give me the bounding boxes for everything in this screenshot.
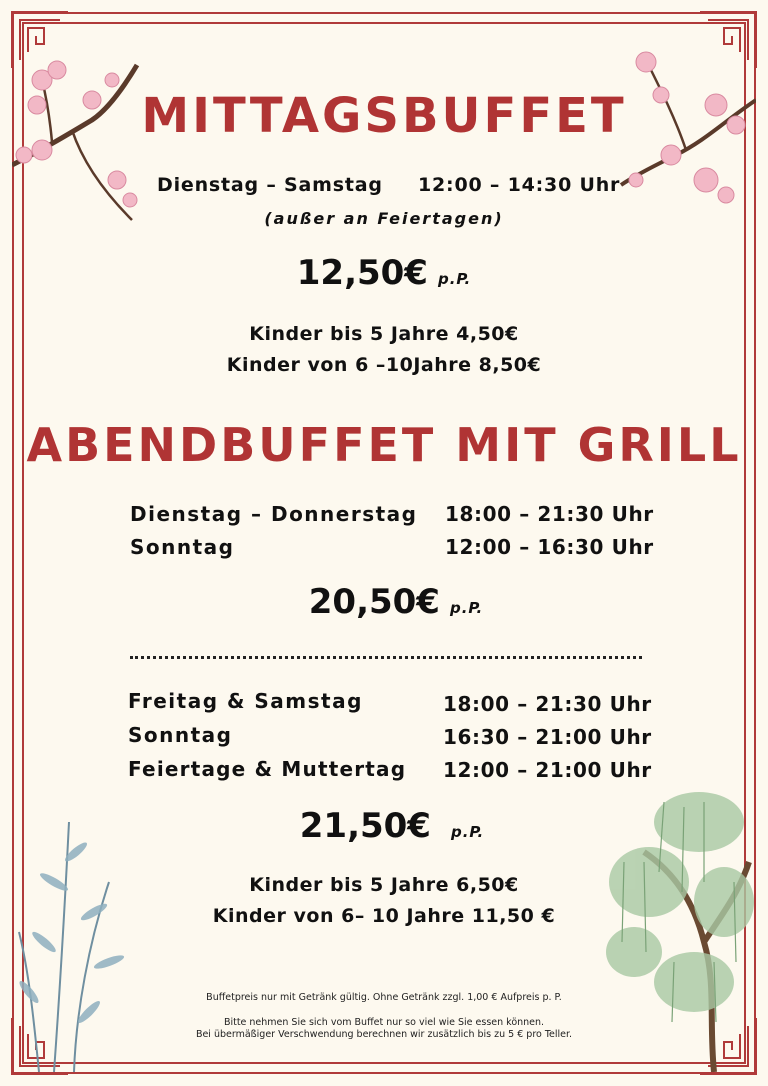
lunch-hours: 12:00 – 14:30 Uhr (418, 174, 621, 196)
waste-note-1: Bitte nehmen Sie sich vom Buffet nur so viel wie Sie essen können. (223, 1017, 545, 1028)
dinner-title: ABENDBUFFET MIT GRILL (26, 418, 742, 472)
dinner-per-person-2: p.P. (450, 823, 485, 841)
lunch-kids-2: Kinder von 6 –10Jahre 8,50€ (226, 354, 542, 376)
dinner-kids-2: Kinder von 6– 10 Jahre 11,50 € (212, 905, 556, 927)
dinner-hours-3: 18:00 – 21:30 Uhr (443, 692, 652, 716)
dinner-hours-5: 12:00 – 21:00 Uhr (443, 758, 652, 782)
lunch-days: Dienstag – Samstag (157, 174, 383, 196)
dinner-kids-1: Kinder bis 5 Jahre 6,50€ (249, 874, 519, 896)
dinner-days-2: Sonntag (130, 535, 235, 559)
lunch-price-value: 12,50€ (296, 253, 428, 293)
lunch-title: MITTAGSBUFFET (141, 88, 627, 144)
dinner-days-3: Freitag & Samstag (128, 689, 363, 713)
dotted-divider (130, 656, 642, 659)
dinner-price-2-value: 21,50€ (299, 806, 431, 846)
dinner-hours-4: 16:30 – 21:00 Uhr (443, 725, 652, 749)
dinner-price-2 (8, 806, 768, 846)
dinner-hours-1: 18:00 – 21:30 Uhr (445, 502, 654, 526)
waste-note-2: Bei übermäßiger Verschwendung berechnen wir zusätzlich bis zu 5 € pro Teller. (195, 1029, 573, 1040)
dinner-days-4: Sonntag (128, 723, 233, 747)
dinner-price-1-value: 20,50€ (308, 582, 440, 622)
dinner-hours-2: 12:00 – 16:30 Uhr (445, 535, 654, 559)
drink-note: Buffetpreis nur mit Getränk gültig. Ohne Getränk zzgl. 1,00 € Aufpreis p. P. (206, 992, 562, 1003)
dinner-days-1: Dienstag – Donnerstag (130, 502, 418, 526)
lunch-exception: (außer an Feiertagen) (264, 209, 504, 228)
lunch-price (0, 253, 768, 293)
dinner-price-1 (12, 582, 768, 622)
lunch-per-person: p.P. (437, 270, 472, 288)
dinner-days-5: Feiertage & Muttertag (128, 757, 407, 781)
dinner-per-person-1: p.P. (449, 599, 484, 617)
lunch-kids-1: Kinder bis 5 Jahre 4,50€ (249, 323, 519, 345)
